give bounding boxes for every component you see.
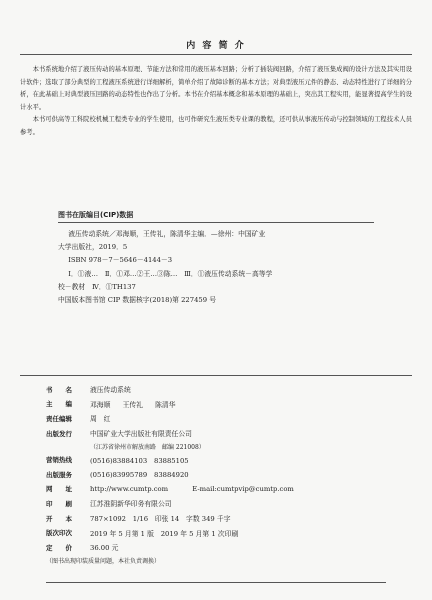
- imprint-row-book: [46, 382, 386, 397]
- imprint-row-printer: [46, 496, 386, 511]
- intro-title: 内 容 简 介: [186, 41, 246, 51]
- cip-title: 图书在版编目(CIP)数据: [58, 211, 134, 219]
- imprint-row-service: [46, 467, 386, 482]
- web-label: 网 址: [46, 485, 72, 494]
- imprint-row-sales: [46, 452, 386, 467]
- editor-name: 邓海顺: [90, 400, 111, 409]
- editor-name: 陈清华: [155, 400, 176, 409]
- edition-label: 版次印次: [46, 529, 72, 538]
- cip-record-number: 中国版本图书馆 CIP 数据核字(2018)第 227459 号: [58, 296, 217, 305]
- email-link[interactable]: E-mail:cumtpvip@cumtp.com: [192, 484, 294, 493]
- cip-line-publisher: 大学出版社，2019．5: [58, 243, 128, 252]
- quality-note: （图书出现印装质量问题，本社负责调换）: [46, 558, 161, 566]
- imprint-row-edition: [46, 525, 386, 540]
- service-label: 出版服务: [46, 470, 72, 479]
- publisher-address: （江苏省徐州市解放南路 邮编 221008）: [90, 443, 205, 451]
- format-label: 开 本: [46, 514, 72, 523]
- imprint-row-format: [46, 511, 386, 526]
- cip-isbn: ISBN 978－7－5646－4144－3: [68, 256, 173, 265]
- cip-divider: [58, 222, 374, 223]
- publisher-name: 中国矿业大学出版社有限责任公司: [90, 430, 192, 439]
- imprint-row-address: [46, 440, 386, 452]
- editor-name: 王传礼: [122, 400, 143, 409]
- price-label: 定 价: [46, 543, 72, 552]
- imprint-row-publisher: [46, 426, 386, 441]
- intro-paragraph-2: 本书可供高等工科院校机械工程类专业的学生使用，也可作研究生液压类专业课的教程，还可供从事液压传动与控制领域的工程技术人员参考。: [20, 116, 412, 136]
- imprint-row-price: [46, 540, 386, 555]
- resp-editor: 周 红: [90, 415, 111, 424]
- cip-block: [58, 228, 374, 307]
- format-details: 787×1092 1/16 印张 14 字数 349 千字: [90, 515, 231, 524]
- editor-label: 主 编: [46, 400, 72, 409]
- price-value: 36.00 元: [90, 544, 119, 553]
- intro-body: [20, 64, 412, 140]
- imprint-row-web: [46, 482, 386, 497]
- print-label: 印 刷: [46, 499, 72, 508]
- publisher-label: 出版发行: [46, 429, 72, 438]
- editor-list: [90, 399, 386, 409]
- web-contacts: [90, 485, 386, 493]
- resp-label: 责任编辑: [46, 414, 72, 423]
- website-link[interactable]: http://www.cumtp.com: [90, 484, 169, 493]
- edition-details: 2019 年 5 月第 1 版 2019 年 5 月第 1 次印刷: [90, 529, 239, 538]
- imprint-row-responsible-editor: [46, 411, 386, 426]
- intro-paragraph-1: 本书系统地介绍了液压传动的基本原理、节能方法和常用的液压基本回路；分析了插装阀回路，介绍了液压集成阀的设计方法及其实用设计软件；选取了部分典型的工程液压系统进行详细解析，简单介绍了故障诊断的基本方法；对典型液压元件的静态、动态特性进行了详细的分析，在此基础上对典型液压回路的动态特性也作出了分析。本书在介绍基本概念和基本原理的基础上，突出其工程实用，能显著提高学生的设计水平。: [20, 66, 412, 111]
- imprint-row-note: [46, 555, 386, 567]
- intro-divider: [20, 54, 412, 55]
- cip-classification: Ⅰ．①液… Ⅱ．①邓…②王…③陈… Ⅲ．①液压传动系统－高等学: [68, 269, 273, 278]
- printer-name: 江苏淮阴新华印务有限公司: [90, 500, 172, 509]
- imprint-table: [46, 382, 386, 567]
- cip-line-title: 液压传动系统／邓海顺，王传礼，陈清华主编．—徐州：中国矿业: [68, 230, 266, 238]
- imprint-row-editors: [46, 397, 386, 412]
- cip-classification-cont: 校－教材 Ⅳ．①TH137: [58, 282, 136, 291]
- sales-phone: (0516)83884103 83885105: [90, 456, 189, 465]
- book-label: 书 名: [46, 385, 72, 394]
- service-phone: (0516)83995789 83884920: [90, 471, 189, 480]
- imprint-bottom-divider: [46, 582, 386, 583]
- cip-bottom-divider: [20, 375, 412, 376]
- sales-label: 营销热线: [46, 456, 72, 465]
- book-title: 液压传动系统: [90, 386, 131, 395]
